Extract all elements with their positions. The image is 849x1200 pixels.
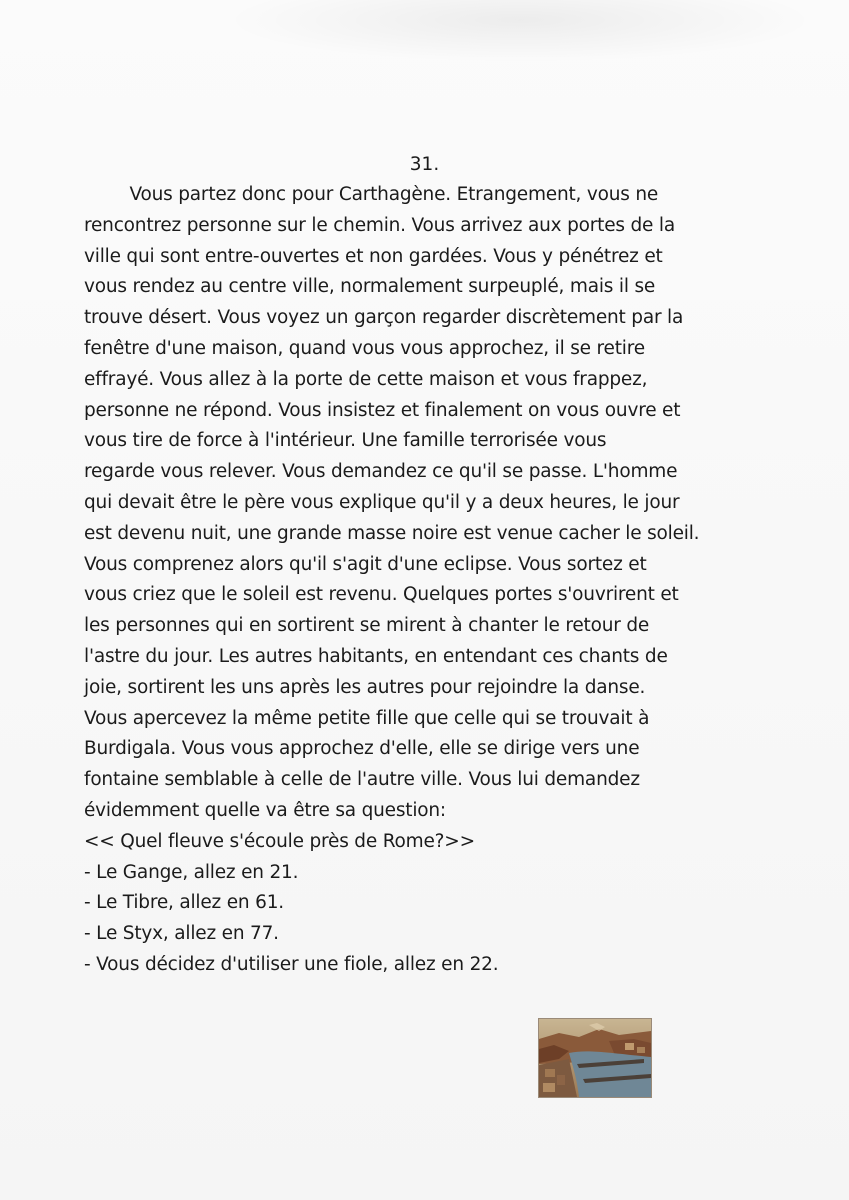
text-line: personne ne répond. Vous insistez et finalement on vous ouvre et [84,399,681,421]
text-line: Vous partez donc pour Carthagène. Etrangement, vous ne [84,184,659,205]
text-line: Vous apercevez la même petite fille que celle qui se trouvait à [84,707,650,729]
text-line: Burdigala. Vous vous approchez d'elle, elle se dirige vers une [84,738,640,760]
text-line: est devenu nuit, une grande masse noire est venue cacher le soleil. [84,522,700,544]
text-line: Vous comprenez alors qu'il s'agit d'une eclipse. Vous sortez et [84,553,647,575]
river-city-photo-icon [538,1018,652,1098]
text-line: fontaine semblable à celle de l'autre ville. Vous lui demandez [84,769,640,791]
text-line: qui devait être le père vous explique qu'il y a deux heures, le jour [84,491,680,513]
text-line: regarde vous relever. Vous demandez ce qu'il se passe. L'homme [84,461,678,483]
choice-line: - Vous décidez d'utiliser une fiole, allez en 22. [84,953,499,975]
text-line: vous tire de force à l'intérieur. Une famille terrorisée vous [84,430,607,452]
choice-line: - Le Styx, allez en 77. [84,923,279,945]
text-line: les personnes qui en sortirent se mirent à chanter le retour de [84,615,650,637]
story-text [84,180,784,981]
text-line: trouve désert. Vous voyez un garçon regarder discrètement par la [84,307,684,329]
text-line: évidemment quelle va être sa question: [84,799,446,821]
choice-line: - Le Gange, allez en 21. [84,861,299,883]
text-line: l'astre du jour. Les autres habitants, en entendant ces chants de [84,645,668,667]
text-line: vous rendez au centre ville, normalement surpeuplé, mais il se [84,276,656,298]
text-line: rencontrez personne sur le chemin. Vous arrivez aux portes de la [84,214,675,236]
text-line: vous criez que le soleil est revenu. Quelques portes s'ouvrirent et [84,584,679,606]
page-number: 31. [409,154,440,175]
text-line: fenêtre d'une maison, quand vous vous approchez, il se retire [84,337,645,359]
text-line: ville qui sont entre-ouvertes et non gardées. Vous y pénétrez et [84,245,663,267]
question-line: << Quel fleuve s'écoule près de Rome?>> [84,830,475,852]
text-line: joie, sortirent les uns après les autres pour rejoindre la danse. [84,676,646,698]
text-line: effrayé. Vous allez à la porte de cette maison et vous frappez, [84,368,648,390]
choice-line: - Le Tibre, allez en 61. [84,892,284,914]
